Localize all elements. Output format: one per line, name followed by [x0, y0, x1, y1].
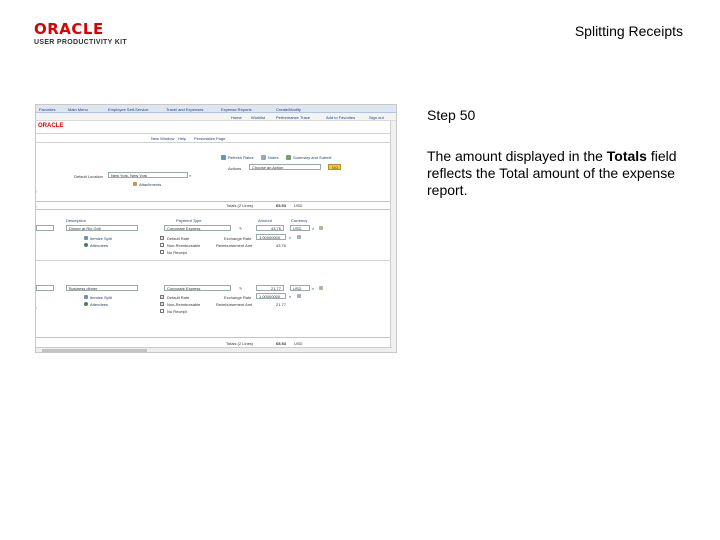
row-2-payment-type: Corporate Express [167, 286, 201, 291]
no-receipt-checkbox[interactable] [160, 309, 164, 313]
scrollbar-thumb[interactable] [42, 349, 147, 352]
non-reimbursable-checkbox[interactable] [160, 243, 164, 247]
column-amount: Amount [258, 218, 272, 223]
collapse-icon[interactable]: ‹ [36, 204, 38, 209]
description-input[interactable] [66, 285, 138, 291]
reimbursement-amount-label: Reimbursement Amt [216, 243, 253, 248]
oracle-logo-text: ORACLE [34, 20, 104, 38]
app-oracle-logo: ORACLE [38, 123, 64, 129]
help-link[interactable]: Help [178, 136, 187, 141]
section-divider [36, 201, 392, 202]
default-location-value: New York, New York [111, 173, 148, 178]
totals-amount: 65.53 [276, 203, 287, 208]
breadcrumb-create-modify[interactable]: Create/Modify [276, 107, 301, 112]
breadcrumb-employee-self-service[interactable]: Employee Self-Service [108, 107, 149, 112]
edit-icon[interactable]: ✎ [239, 286, 243, 291]
summary-icon[interactable] [286, 155, 291, 160]
row-1-description: Dinner at Rio Grill [69, 226, 101, 231]
attachments-link[interactable]: Attachments [139, 182, 162, 187]
application-screenshot [35, 104, 397, 353]
step-description-end: field reflects the Total amount of the expense report. [427, 148, 677, 198]
refresh-rates-link[interactable]: Refresh Rates [228, 155, 254, 160]
row-1-currency: USD [293, 226, 302, 231]
totals-label-bottom: Totals (2 Lines) [226, 341, 254, 346]
oracle-upk-logo [34, 20, 127, 48]
nav-worklist[interactable]: Worklist [251, 115, 266, 120]
breadcrumb-travel-expenses[interactable]: Travel and Expenses [166, 107, 204, 112]
amount-input[interactable] [256, 225, 284, 231]
itemize-split-link[interactable]: Itemize Split [90, 295, 112, 300]
totals-label: Totals (2 Lines) [226, 203, 254, 208]
header-nav [36, 113, 396, 121]
step-description-start: The amount displayed in the [427, 148, 607, 164]
notes-link[interactable]: Notes [268, 155, 279, 160]
vertical-scrollbar[interactable] [390, 121, 396, 353]
rate-lookup-icon[interactable]: ⌕ [289, 235, 292, 240]
default-rate-checkbox[interactable] [160, 295, 164, 299]
actions-label: Actions [228, 166, 242, 171]
default-rate-label: Default Rate [167, 236, 190, 241]
itemize-split-link[interactable]: Itemize Split [90, 236, 112, 241]
expense-type-select[interactable] [36, 225, 54, 231]
exchange-rate-input[interactable] [256, 293, 286, 299]
attendees-icon [84, 302, 88, 306]
attendees-link[interactable]: Attendees [90, 302, 109, 307]
default-location-input[interactable] [108, 172, 188, 178]
breadcrumb-expense-reports[interactable]: Expense Reports [221, 107, 252, 112]
search-icon[interactable]: ⌕ [189, 173, 192, 178]
currency-input[interactable] [290, 225, 310, 231]
payment-type-select[interactable] [164, 225, 231, 231]
details-icon[interactable] [319, 226, 323, 230]
divider [36, 142, 392, 143]
details-icon[interactable] [319, 286, 323, 290]
calculator-icon[interactable] [297, 235, 301, 239]
row-1-amount: 43.76 [270, 226, 281, 231]
notes-icon[interactable] [261, 155, 266, 160]
expand-icon[interactable]: › [36, 189, 38, 194]
step-description-field: Totals [606, 148, 647, 164]
itemize-icon [84, 295, 88, 299]
row-1-payment-type: Corporate Express [167, 226, 201, 231]
breadcrumb-main-menu[interactable]: Main Menu [68, 107, 88, 112]
edit-icon[interactable]: ✎ [239, 226, 243, 231]
row-divider [36, 260, 392, 261]
nav-sign-out[interactable]: Sign out [369, 115, 384, 120]
itemize-icon [84, 236, 88, 240]
nav-home[interactable]: Home [231, 115, 242, 120]
non-reimbursable-label: Non-Reimbursable [167, 302, 201, 307]
column-description: Description [66, 218, 87, 223]
exchange-rate-label: Exchange Rate [224, 295, 252, 300]
default-rate-checkbox[interactable] [160, 236, 164, 240]
section-divider [36, 337, 392, 338]
expense-type-select[interactable] [36, 285, 54, 291]
nav-add-favorites[interactable]: Add to Favorites [326, 115, 356, 120]
step-description [427, 148, 697, 199]
row-1-exchange-rate: 1.00000000 [259, 235, 281, 240]
horizontal-scrollbar[interactable] [36, 347, 392, 352]
go-button[interactable] [328, 164, 341, 170]
actions-select[interactable] [249, 164, 321, 170]
rate-lookup-icon[interactable]: ⌕ [289, 294, 292, 299]
totals-amount-bottom: 65.53 [276, 341, 287, 346]
step-title: Step 50 [427, 107, 476, 123]
divider [36, 133, 392, 134]
actions-select-value: Choose an Action [252, 165, 284, 170]
expand-icon[interactable]: › [36, 305, 38, 310]
new-window-link[interactable]: New Window [151, 136, 175, 141]
slide-title: Splitting Receipts [574, 23, 683, 39]
lookup-icon[interactable]: ⌕ [312, 226, 315, 231]
row-2-currency: USD [293, 286, 302, 291]
breadcrumb-bar [36, 105, 396, 113]
summary-submit-link[interactable]: Summary and Submit [293, 155, 332, 160]
paperclip-icon [133, 182, 137, 186]
non-reimbursable-checkbox[interactable] [160, 302, 164, 306]
section-divider [36, 209, 392, 210]
reimbursement-amount-label: Reimbursement Amt [216, 302, 253, 307]
reimbursement-amount-value: 43.76 [276, 243, 287, 248]
totals-currency: USD [294, 203, 303, 208]
calculator-icon[interactable] [297, 294, 301, 298]
go-button-label: GO [332, 165, 339, 170]
no-receipt-checkbox[interactable] [160, 250, 164, 254]
payment-type-select[interactable] [164, 285, 231, 291]
no-receipt-label: No Receipt [167, 309, 187, 314]
personalize-page-link[interactable]: Personalize Page [194, 136, 226, 141]
attendees-link[interactable]: Attendees [90, 243, 109, 248]
default-location-label: Default Location [74, 174, 103, 179]
refresh-icon[interactable] [221, 155, 226, 160]
no-receipt-label: No Receipt [167, 250, 187, 255]
totals-currency-bottom: USD [294, 341, 303, 346]
row-2-description: Business dinner [69, 286, 98, 291]
row-2-amount: 21.77 [270, 286, 281, 291]
attendees-icon [84, 243, 88, 247]
breadcrumb-favorites[interactable]: Favorites [39, 107, 56, 112]
row-2-exchange-rate: 1.00000000 [259, 294, 281, 299]
currency-input[interactable] [290, 285, 310, 291]
default-rate-label: Default Rate [167, 295, 190, 300]
description-input[interactable] [66, 225, 138, 231]
exchange-rate-input[interactable] [256, 234, 286, 240]
column-currency: Currency [291, 218, 308, 223]
exchange-rate-label: Exchange Rate [224, 236, 252, 241]
lookup-icon[interactable]: ⌕ [312, 286, 315, 291]
upk-logo-text: USER PRODUCTIVITY KIT [34, 39, 127, 46]
nav-performance-trace[interactable]: Performance Trace [276, 115, 311, 120]
column-payment-type: Payment Type [176, 218, 202, 223]
amount-input[interactable] [256, 285, 284, 291]
reimbursement-amount-value: 21.77 [276, 302, 287, 307]
non-reimbursable-label: Non-Reimbursable [167, 243, 201, 248]
